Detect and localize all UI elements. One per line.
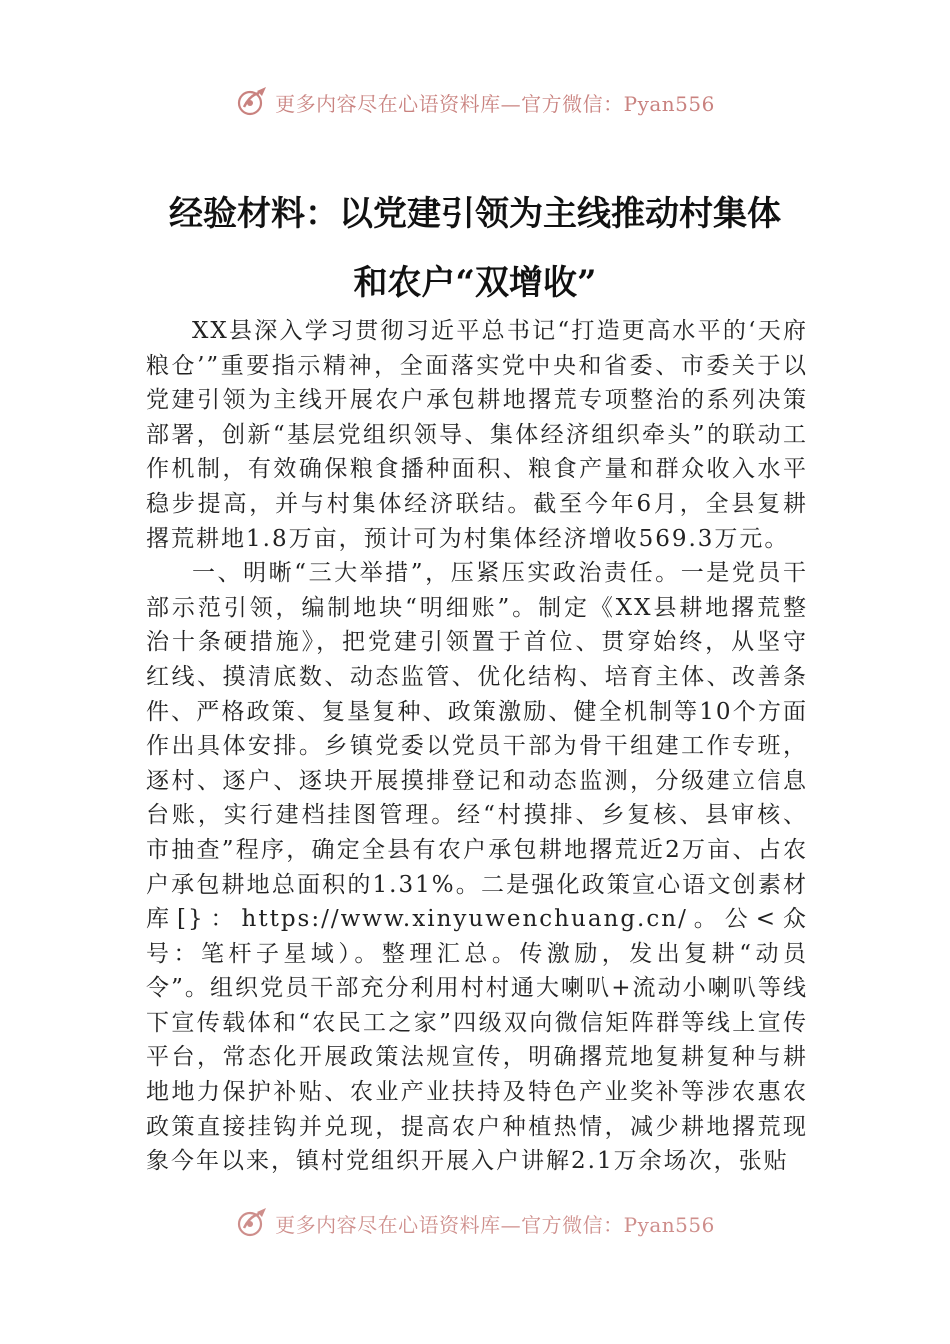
watermark-text: 更多内容尽在心语资料库—官方微信：Pyan556: [275, 91, 715, 116]
document-title-line-1: 经验材料：以党建引领为主线推动村集体: [169, 194, 781, 234]
watermark-banner-bottom: [0, 1203, 950, 1243]
document-title-line-2: 和农户“双增收”: [353, 263, 597, 303]
document-body: [146, 314, 808, 1179]
pen-swirl-logo-icon: [235, 85, 269, 119]
pen-swirl-logo-icon: [235, 1206, 269, 1240]
watermark-text: 更多内容尽在心语资料库—官方微信：Pyan556: [275, 1212, 715, 1237]
paragraph-section-1: 一、明晰“三大举措”，压紧压实政治责任。一是党员干部示范引领，编制地块“明细账”。制定《XX县耕地撂荒整治十条硬措施》，把党建引领置于首位、贯穿始终，从坚守红线、摸清底数、动态监管、优化结构、培育主体、改善条件、严格政策、复垦复种、政策激励、健全机制等10个方面作出具体安排。乡镇党委以党员干部为骨干组建工作专班，逐村、逐户、逐块开展摸排登记和动态监测，分级建立信息台账，实行建档挂图管理。经“村摸排、乡复核、县审核、市抽查”程序，确定全县有农户承包耕地撂荒近2万亩、占农户承包耕地总面积的1.31%。二是强化政策宣心语文创素材库[}：https://www.xinyuwenchuang.cn/。公<众号：笔杆子星域）。整理汇总。传激励，发出复耕“动员令”。组织党员干部充分利用村村通大喇叭+流动小喇叭等线下宣传载体和“农民工之家”四级双向微信矩阵群等线上宣传平台，常态化开展政策法规宣传，明确撂荒地复耕复种与耕地地力保护补贴、农业产业扶持及特色产业奖补等涉农惠农政策直接挂钩并兑现，提高农户种植热情，减少耕地撂荒现象今年以来，镇村党组织开展入户讲解2.1万余场次，张贴: [146, 560, 808, 1175]
paragraph-intro: XX县深入学习贯彻习近平总书记“打造更高水平的‘天府粮仓’”重要指示精神，全面落实党中央和省委、市委关于以党建引领为主线开展农户承包耕地撂荒专项整治的系列决策部署，创新“基层党组织领导、集体经济组织牵头”的联动工作机制，有效确保粮食播种面积、粮食产量和群众收入水平稳步提高，并与村集体经济联结。截至今年6月，全县复耕撂荒耕地1.8万亩，预计可为村集体经济增收569.3万元。: [146, 318, 808, 552]
watermark-banner-top: [0, 82, 950, 122]
